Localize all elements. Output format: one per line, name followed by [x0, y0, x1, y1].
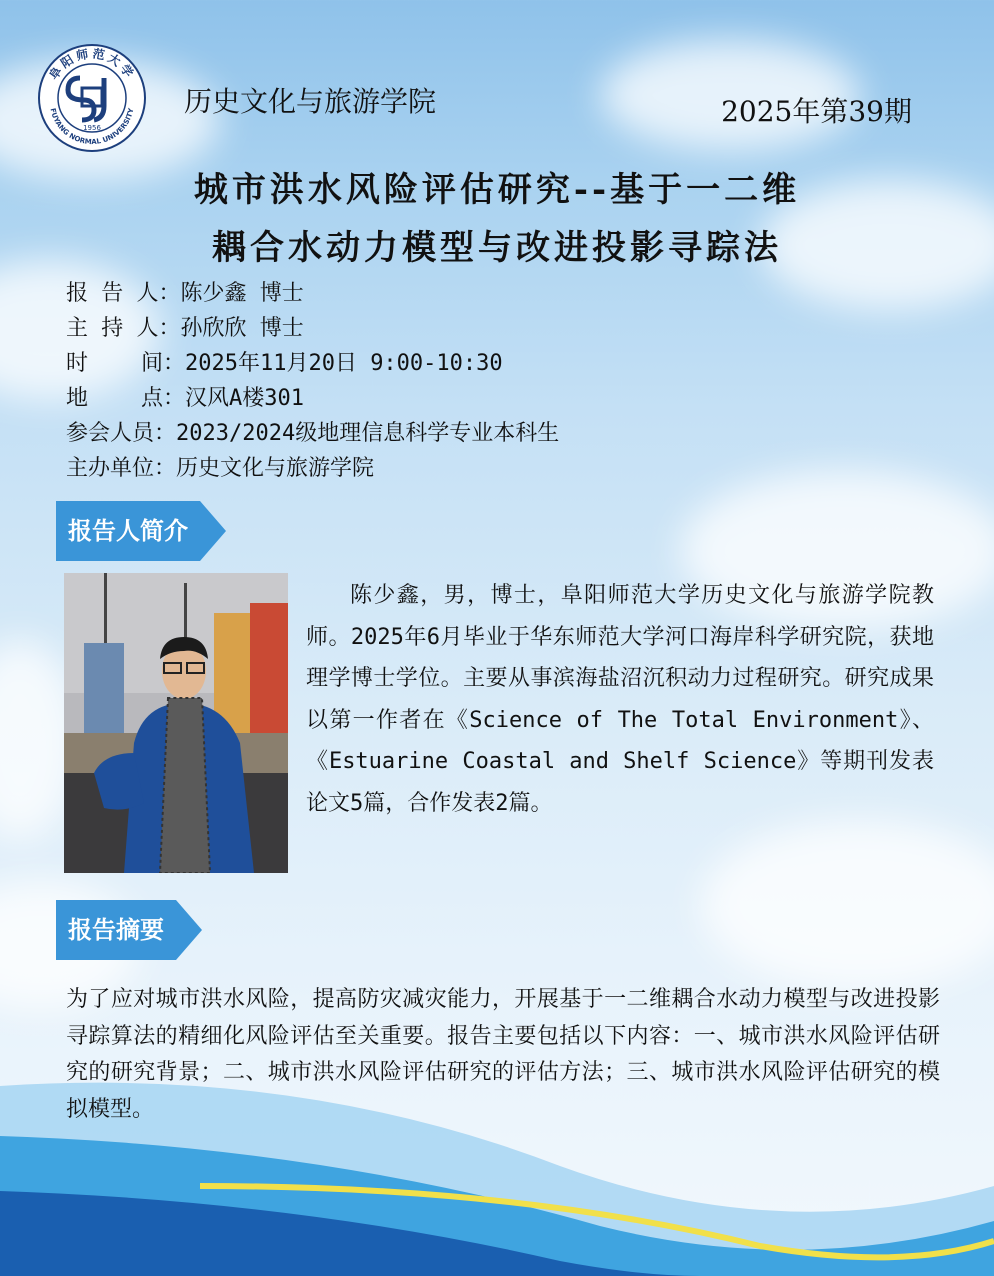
- event-info: [66, 276, 559, 486]
- abstract-text: 为了应对城市洪水风险，提高防灾减灾能力，开展基于一二维耦合水动力模型与改进投影寻踪算法的精细化风险评估至关重要。报告主要包括以下内容：一、城市洪水风险评估研究的研究背景；二、城市洪水风险评估研究的评估方法；三、城市洪水风险评估研究的模拟模型。: [66, 987, 940, 1122]
- speaker-section-heading: 报告人简介: [56, 501, 226, 561]
- college-name: 历史文化与旅游学院: [184, 85, 437, 118]
- svg-text:FUYANG NORMAL UNIVERSITY: FUYANG NORMAL UNIVERSITY: [48, 107, 136, 147]
- svg-text:阜阳师范大学: 阜阳师范大学: [46, 46, 138, 83]
- speaker-bio: 陈少鑫，男，博士，阜阳师范大学历史文化与旅游学院教师。2025年6月毕业于华东师范大学河口海岸科学研究院，获地理学博士学位。主要从事滨海盐沼沉积动力过程研究。研究成果以第一作者在《Science of The Total Environment》、《Estuarine Coastal and Shelf Science》等期刊发表论文5篇，合作发表2篇。: [306, 583, 934, 816]
- info-row-time: 时 间：2025年11月20日 9:00-10:30: [66, 351, 503, 376]
- speaker-photo: [64, 573, 288, 873]
- page-title-line2: 耦合水动力模型与改进投影寻踪法: [212, 228, 782, 268]
- info-row-speaker: 报 告 人：陈少鑫 博士: [66, 281, 304, 306]
- arrow-icon: [200, 501, 226, 561]
- svg-text:1956: 1956: [83, 124, 101, 132]
- info-row-organizer: 主办单位：历史文化与旅游学院: [66, 456, 375, 481]
- page-title-line1: 城市洪水风险评估研究--基于一二维: [193, 170, 801, 210]
- info-row-host: 主 持 人：孙欣欣 博士: [66, 316, 304, 341]
- university-seal: [38, 44, 146, 152]
- info-row-attendees: 参会人员：2023/2024级地理信息科学专业本科生: [66, 421, 560, 446]
- info-row-location: 地 点：汉风A楼301: [66, 386, 304, 411]
- abstract-section-heading: 报告摘要: [56, 900, 202, 960]
- issue-number: 2025年第39期: [721, 95, 912, 128]
- cloud: [700, 820, 994, 990]
- arrow-icon: [176, 900, 202, 960]
